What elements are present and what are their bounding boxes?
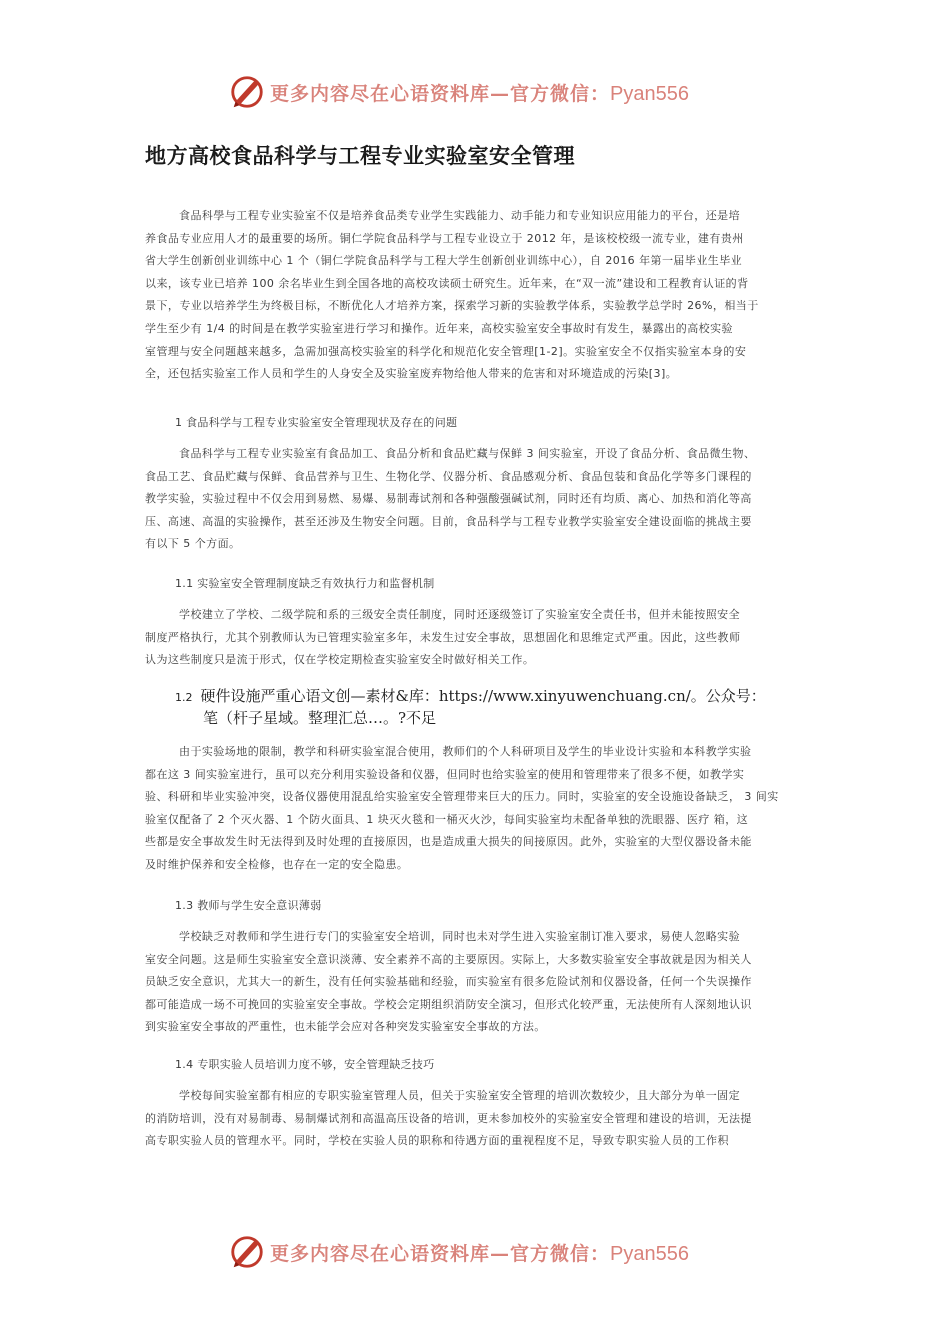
banner-wechat-id: Pyan556 bbox=[610, 82, 689, 105]
text-line: 教学实验，实验过程中不仅会用到易燃、易爆、易制毒试剂和各种强酸强碱试剂，同时还有均质、离心、加热和消化等高 bbox=[145, 492, 752, 506]
text-line: 高专职实验人员的管理水平。同时，学校在实验人员的职称和待遇方面的重视程度不足，导致专职实验人员的工作积 bbox=[145, 1134, 729, 1148]
text-line: 到实验室安全事故的严重性，也未能学会应对各种突发实验室安全事故的方法。 bbox=[145, 1020, 546, 1034]
text-line: 有以下 5 个方面。 bbox=[145, 537, 241, 551]
text-line: 学生至少有 1/4 的时间是在教学实验室进行学习和操作。近年来，高校实验室安全事故时有发生，暴露出的高校实验 bbox=[145, 321, 733, 335]
page-title: 地方高校食品科学与工程专业实验室安全管理 bbox=[145, 144, 575, 168]
text-line: 都可能造成一场不可挽回的实验室安全事故。学校会定期组织消防安全演习，但形式化较严重，无法使所有人深刻地认识 bbox=[145, 997, 752, 1011]
text-line: 都在这 3 间实验室进行，虽可以充分利用实验设备和仪器，但同时也给实验室的使用和管理带来了很多不便，如教学实 bbox=[145, 767, 745, 781]
text-line: 食品科學与工程专业实验室不仅是培养食品类专业学生实践能力、动手能力和专业知识应用能力的平台，还是培 bbox=[179, 209, 741, 222]
text-line: 食品工艺、食品贮藏与保鲜、食品营养与卫生、生物化学、仪器分析、食品感观分析、食品包装和食品化学等多门课程的 bbox=[145, 469, 752, 483]
text-line: 由于实验场地的限制，教学和科研实验室混合使用，教师们的个人科研项目及学生的毕业设计实验和本科教学实验 bbox=[179, 745, 752, 758]
intro-paragraph bbox=[145, 205, 810, 386]
text-line: 全，还包括实验室工作人员和学生的人身安全及实验室废弃物给他人带来的危害和对环境造成的污染[3]。 bbox=[145, 367, 678, 381]
section-heading-1-4: 1.4 专职实验人员培训力度不够，安全管理缺乏技巧 bbox=[175, 1058, 435, 1071]
ad-line-2: 笔（杆子星域。整理汇总…。?不足 bbox=[203, 709, 437, 727]
section-heading-1-1: 1.1 实验室安全管理制度缺乏有效执行力和监督机制 bbox=[175, 577, 435, 590]
section-heading-1: 1 食品科学与工程专业实验室安全管理现状及存在的问题 bbox=[175, 416, 458, 429]
section-1-paragraph bbox=[145, 443, 810, 556]
text-line: 认为这些制度只是流于形式，仅在学校定期检查实验室安全时做好相关工作。 bbox=[145, 653, 535, 667]
text-line: 验、科研和毕业实验冲突，设备仪器使用混乱给实验室安全管理带来巨大的压力。同时，实验室的安全设施设备缺乏， 3 间实 bbox=[145, 790, 779, 804]
text-line: 学校每间实验室都有相应的专职实验室管理人员，但关于实验室安全管理的培训次数较少，且大部分为单一固定 bbox=[179, 1089, 741, 1102]
section-heading-1-3: 1.3 教师与学生安全意识薄弱 bbox=[175, 899, 322, 912]
footer-banner bbox=[228, 1232, 689, 1272]
text-line: 及时维护保养和安全检修，也存在一定的安全隐患。 bbox=[145, 857, 409, 871]
pen-logo-icon bbox=[228, 1233, 266, 1271]
section-1-3-paragraph bbox=[145, 926, 810, 1039]
header-banner bbox=[228, 72, 689, 112]
text-line: 制度严格执行，尤其个别教师认为已管理实验室多年，未发生过安全事故，思想固化和思维定式严重。因此，这些教师 bbox=[145, 630, 741, 644]
text-line: 员缺乏安全意识，尤其大一的新生，没有任何实验基础和经验，而实验室有很多危险试剂和仪器设备，任何一个失误操作 bbox=[145, 975, 752, 989]
text-line: 室管理与安全问题越来越多，急需加强高校实验室的科学化和规范化安全管理[1-2]。实验室安全不仅指实验室本身的安 bbox=[145, 344, 747, 358]
banner-text: 更多内容尽在心语资料库—官方微信：Pyan556 bbox=[270, 82, 689, 105]
text-line: 养食品专业应用人才的最重要的场所。铜仁学院食品科学与工程专业设立于 2012 年，是该校校级一流专业，建有贵州 bbox=[145, 231, 744, 245]
text-line: 省大学生创新创业训练中心 1 个（铜仁学院食品科学与工程大学生创新创业训练中心），自 2016 年第一届毕业生毕业 bbox=[145, 254, 743, 268]
ad-line-1: 硬件设施严重心语文创—素材&库：https://www.xinyuwenchuang.cn/。公众号： bbox=[200, 687, 766, 705]
text-line: 食品科学与工程专业实验室有食品加工、食品分析和食品贮藏与保鲜 3 间实验室，开设了食品分析、食品微生物、 bbox=[179, 447, 756, 460]
banner-text: 更多内容尽在心语资料库—官方微信：Pyan556 bbox=[270, 1242, 689, 1265]
section-1-4-paragraph bbox=[145, 1085, 810, 1153]
text-line: 压、高速、高温的实验操作，甚至还涉及生物安全问题。目前，食品科学与工程专业教学实验室安全建设面临的挑战主要 bbox=[145, 514, 752, 528]
section-heading-1-2-ad bbox=[175, 686, 855, 728]
text-line: 景下，专业以培养学生为终极目标，不断优化人才培养方案，探索学习新的实验教学体系，实验教学总学时 26%，相当于 bbox=[145, 299, 759, 313]
text-line: 学校建立了学校、二级学院和系的三级安全责任制度，同时还逐级签订了实验室安全责任书，但并未能按照安全 bbox=[179, 608, 741, 621]
section-1-1-paragraph bbox=[145, 604, 810, 672]
text-line: 验室仅配备了 2 个灭火器、1 个防火面具、1 块灭火毯和一桶灭火沙，每间实验室均未配备单独的洗眼器、医疗 箱，这 bbox=[145, 812, 749, 826]
text-line: 些都是安全事故发生时无法得到及时处理的直接原因，也是造成重大损失的间接原因。此外，实验室的大型仪器设备未能 bbox=[145, 835, 752, 849]
section-number: 1.2 bbox=[175, 691, 193, 704]
banner-wechat-id: Pyan556 bbox=[610, 1242, 689, 1265]
pen-logo-icon bbox=[228, 73, 266, 111]
text-line: 学校缺乏对教师和学生进行专门的实验室安全培训，同时也未对学生进入实验室制订准入要求，易使人忽略实验 bbox=[179, 930, 741, 943]
text-line: 室安全问题。这是师生实验室安全意识淡薄、安全素养不高的主要原因。实际上，大多数实验室安全事故就是因为相关人 bbox=[145, 952, 752, 966]
text-line: 以来，该专业已培养 100 余名毕业生到全国各地的高校攻读硕士研究生。近年来，在“双一流”建设和工程教育认证的背 bbox=[145, 276, 749, 290]
text-line: 的消防培训，没有对易制毒、易制爆试剂和高温高压设备的培训，更未参加校外的实验室安全管理和建设的培训，无法提 bbox=[145, 1111, 752, 1125]
section-1-2-paragraph bbox=[145, 741, 810, 877]
